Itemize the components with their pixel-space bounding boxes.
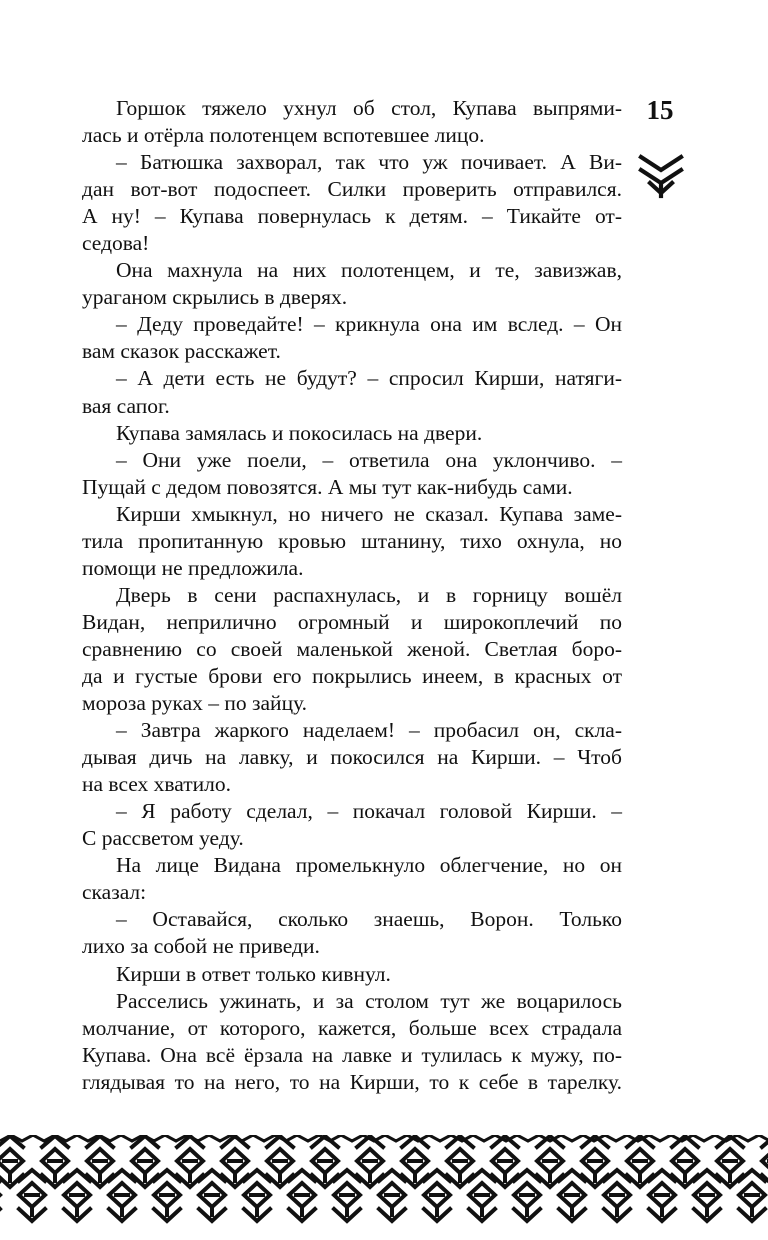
ornament-motif <box>379 1170 405 1221</box>
ornament-motif <box>19 1170 45 1221</box>
ornament-motif <box>424 1170 450 1221</box>
text-line: вая сапог. <box>82 393 170 418</box>
text-line: на всех хватило. <box>82 772 231 797</box>
text-line: Пущай с дедом повозятся. А мы тут как-нибудь сами. <box>82 474 573 499</box>
ornament-motif <box>649 1170 675 1221</box>
text-line: лась и отёрла полотенцем вспотевшее лицо. <box>82 123 485 148</box>
text-line: дан вот-вот подоспеет. Силки проверить отправился. <box>82 177 622 202</box>
text-line: – Оставайся, сколько знаешь, Ворон. Только <box>116 907 622 932</box>
ornament-motif <box>109 1170 135 1221</box>
ornament-motif <box>694 1170 720 1221</box>
text-line: – Они уже поели, – ответила она уклончиво. – <box>116 447 622 472</box>
ornament-motif <box>154 1170 180 1221</box>
text-line: – А дети есть не будут? – спросил Кирши, натяги- <box>116 366 622 391</box>
ornament-motif <box>289 1170 315 1221</box>
text-line: Горшок тяжело ухнул об стол, Купава выпрями- <box>116 96 622 120</box>
ornament-motif <box>514 1170 540 1221</box>
ornament-motif <box>199 1170 225 1221</box>
text-line: – Деду проведайте! – крикнула она им вслед. – Он <box>116 312 622 337</box>
text-line: На лице Видана промелькнуло облегчение, но он <box>116 853 622 878</box>
ornament-motif <box>739 1170 765 1221</box>
text-line: тила пропитанную кровью штанину, тихо охнула, но <box>82 528 622 553</box>
text-line: сказал: <box>82 880 147 905</box>
text-line: помощи не предложила. <box>82 555 304 580</box>
text-line: лихо за собой не приведи. <box>82 934 320 959</box>
text-line: сравнению со своей маленькой женой. Светлая боро- <box>82 636 622 661</box>
text-line: Дверь в сени распахнулась, и в горницу вошёл <box>116 582 622 607</box>
text-line: Кирши хмыкнул, но ничего не сказал. Купава заме- <box>116 501 622 526</box>
text-line: ураганом скрылись в дверях. <box>82 285 348 310</box>
text-line: вам сказок расскажет. <box>82 339 281 364</box>
ornament-motif <box>64 1170 90 1221</box>
corner-ornament-icon <box>636 152 686 202</box>
ornament-edge <box>0 1135 768 1141</box>
text-line: дывая дичь на лавку, и покосился на Кирши. – Чтоб <box>82 745 622 770</box>
text-line: Кирши в ответ только кивнул. <box>116 961 391 986</box>
ornament-motif <box>469 1170 495 1221</box>
text-line: – Батюшка захворал, так что уж почивает. А Ви- <box>116 150 622 175</box>
ornament-border <box>0 1135 768 1240</box>
ornament-motif <box>334 1170 360 1221</box>
text-line: С рассветом уеду. <box>82 826 244 851</box>
text-line: Расселись ужинать, и за столом тут же воцарилось <box>116 988 622 1013</box>
ornament-motif <box>559 1170 585 1221</box>
text-line: Купава. Она всё ёрзала на лавке и тулилась к мужу, по- <box>82 1042 622 1067</box>
text-line: молчание, от которого, кажется, больше всех страдала <box>82 1015 622 1040</box>
text-line: седова! <box>82 231 150 256</box>
body-text <box>82 95 622 1096</box>
text-line: глядывая то на него, то на Кирши, то к себе в тарелку. <box>82 1069 622 1094</box>
text-line: – Завтра жаркого наделаем! – пробасил он, скла- <box>116 718 622 743</box>
text-line: Видан, неприлично огромный и широкоплечий по <box>82 609 622 634</box>
ornament-motif <box>604 1170 630 1221</box>
page-number: 15 <box>646 95 674 125</box>
text-line: А ну! – Купава повернулась к детям. – Тикайте от- <box>82 204 622 229</box>
text-line: мороза руках – по зайцу. <box>82 691 308 716</box>
text-line: да и густые брови его покрылись инеем, в красных от <box>82 663 622 688</box>
ornament-motif <box>244 1170 270 1221</box>
text-line: – Я работу сделал, – покачал головой Кирши. – <box>116 799 622 824</box>
text-line: Она махнула на них полотенцем, и те, завизжав, <box>116 258 622 283</box>
text-line: Купава замялась и покосилась на двери. <box>116 420 483 445</box>
